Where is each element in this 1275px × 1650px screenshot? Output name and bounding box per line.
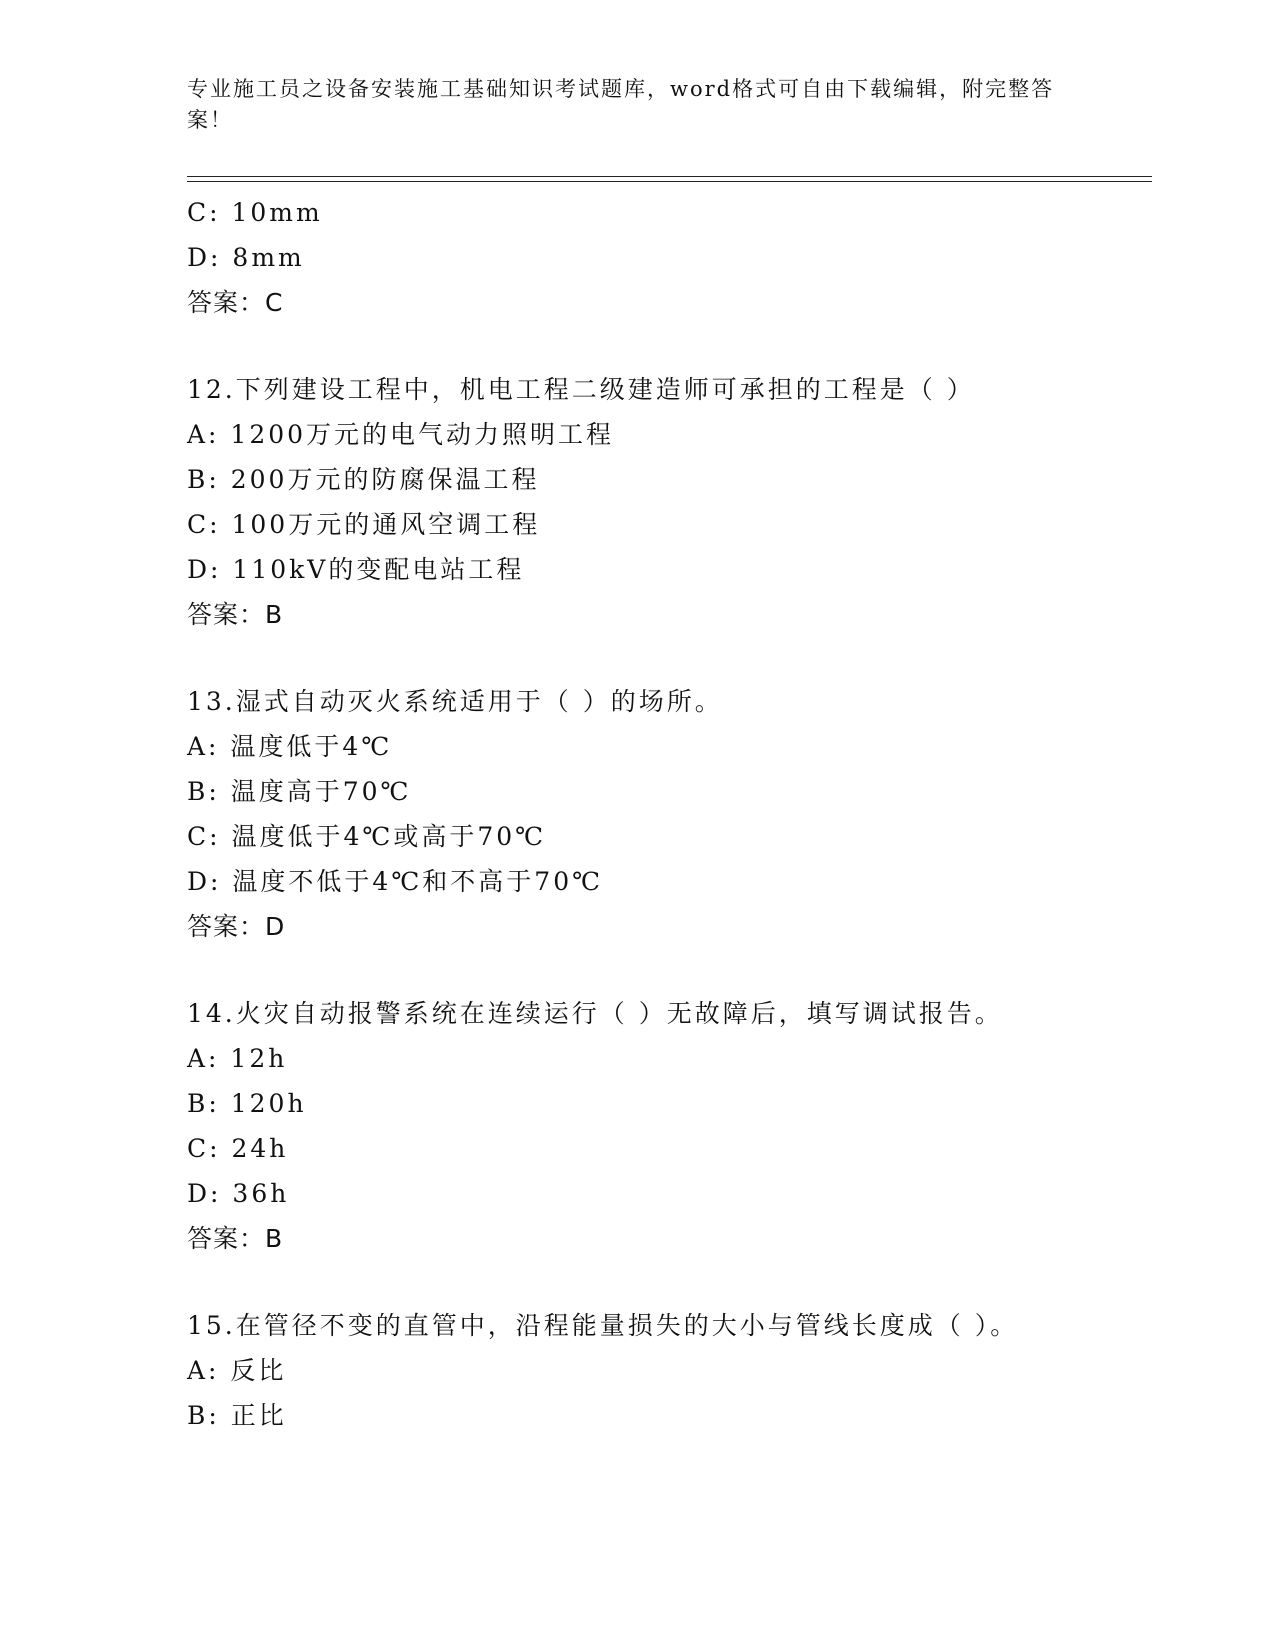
option-a: A: 1200万元的电气动力照明工程 xyxy=(187,420,615,449)
question-13 xyxy=(187,679,1147,949)
option-c: C: 10mm xyxy=(187,198,323,227)
option-a: A: 反比 xyxy=(187,1356,287,1385)
option-b: B: 正比 xyxy=(187,1401,287,1430)
option-c: C: 24h xyxy=(187,1134,289,1163)
question-text: 15.在管径不变的直管中，沿程能量损失的大小与管线长度成（ ）。 xyxy=(187,1311,1019,1340)
option-c: C: 100万元的通风空调工程 xyxy=(187,510,541,539)
answer-line: 答案：C xyxy=(187,288,284,317)
question-text: 12.下列建设工程中，机电工程二级建造师可承担的工程是（ ） xyxy=(187,375,975,404)
option-a: A: 温度低于4℃ xyxy=(187,732,393,761)
answer-line: 答案：B xyxy=(187,1224,284,1253)
header-divider xyxy=(187,176,1152,182)
question-14 xyxy=(187,991,1147,1261)
document-header xyxy=(187,74,1077,136)
question-12 xyxy=(187,367,1147,637)
option-d: D: 8mm xyxy=(187,243,305,272)
option-d: D: 110kV的变配电站工程 xyxy=(187,555,525,584)
question-15 xyxy=(187,1303,1147,1438)
leading-block xyxy=(187,190,1147,325)
answer-line: 答案：D xyxy=(187,912,286,941)
option-d: D: 36h xyxy=(187,1179,290,1208)
option-b: B: 温度高于70℃ xyxy=(187,777,412,806)
question-text: 14.火灾自动报警系统在连续运行（ ）无故障后，填写调试报告。 xyxy=(187,999,1003,1028)
answer-line: 答案：B xyxy=(187,600,284,629)
option-d: D: 温度不低于4℃和不高于70℃ xyxy=(187,867,604,896)
question-text: 13.湿式自动灭火系统适用于（ ）的场所。 xyxy=(187,687,723,716)
option-a: A: 12h xyxy=(187,1044,288,1073)
option-b: B: 200万元的防腐保温工程 xyxy=(187,465,540,494)
option-c: C: 温度低于4℃或高于70℃ xyxy=(187,822,547,851)
option-b: B: 120h xyxy=(187,1089,307,1118)
header-title: 专业施工员之设备安装施工基础知识考试题库，word格式可自由下载编辑，附完整答案！ xyxy=(187,77,1055,132)
document-body xyxy=(187,190,1147,1438)
